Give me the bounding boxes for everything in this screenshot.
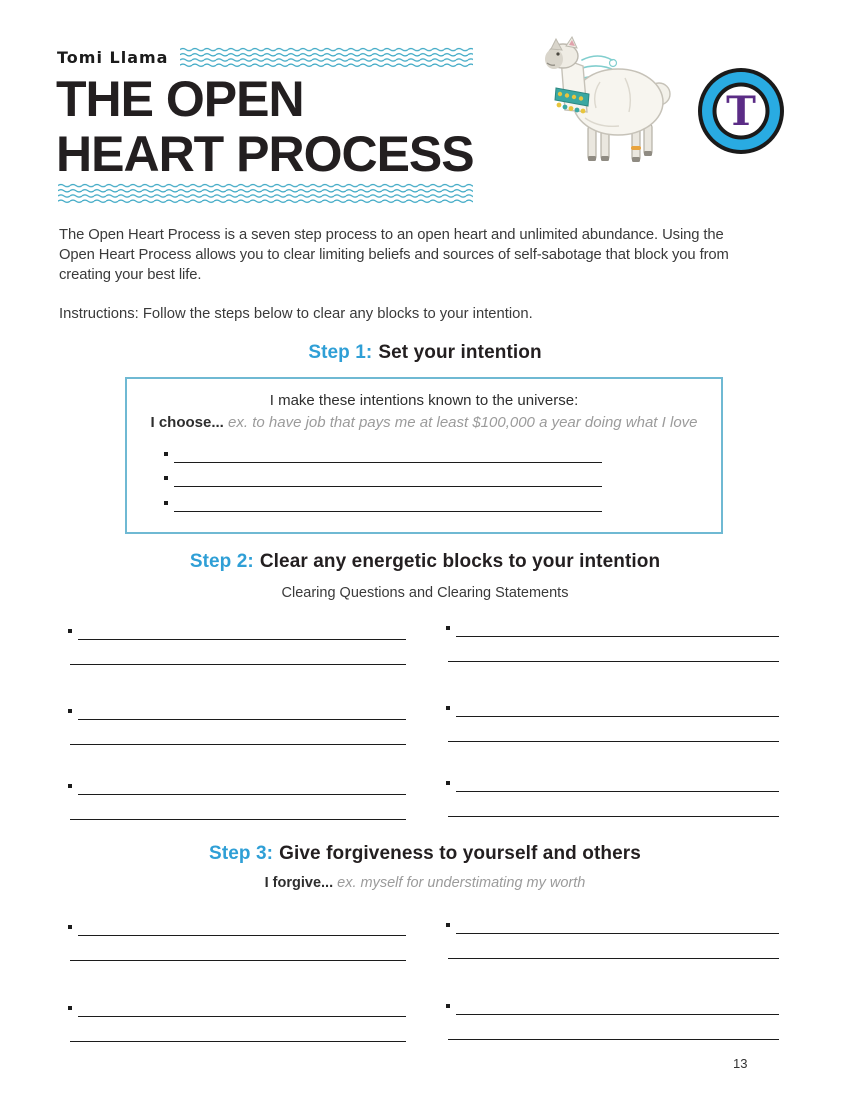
bullet-icon bbox=[164, 501, 168, 505]
intention-box-intro: I make these intentions known to the universe: bbox=[269, 392, 579, 409]
write-in-line[interactable] bbox=[70, 947, 406, 961]
write-in-line[interactable] bbox=[78, 781, 406, 795]
step3-label: Step 3: bbox=[209, 843, 274, 864]
bullet-icon bbox=[164, 476, 168, 480]
forgiveness-entry bbox=[456, 920, 779, 959]
bullet-icon bbox=[446, 626, 450, 630]
step1-title: Set your intention bbox=[378, 342, 542, 363]
step3-title: Give forgiveness to yourself and others bbox=[279, 843, 641, 864]
write-in-line[interactable] bbox=[456, 920, 779, 934]
page-title bbox=[56, 72, 474, 182]
clearing-entry bbox=[78, 781, 406, 820]
clearing-entry bbox=[78, 706, 406, 745]
bullet-icon bbox=[446, 706, 450, 710]
write-in-line[interactable] bbox=[174, 498, 602, 512]
write-in-line[interactable] bbox=[456, 623, 779, 637]
bullet-icon bbox=[164, 452, 168, 456]
step2-heading bbox=[0, 551, 850, 573]
write-in-line[interactable] bbox=[448, 648, 779, 662]
write-in-line[interactable] bbox=[70, 1028, 406, 1042]
clearing-entry bbox=[456, 778, 779, 817]
write-in-line[interactable] bbox=[70, 806, 406, 820]
instructions-text: Instructions: Follow the steps below to clear any blocks to your intention. bbox=[59, 306, 533, 322]
write-in-line[interactable] bbox=[448, 728, 779, 742]
bullet-icon bbox=[68, 629, 72, 633]
clearing-entry bbox=[456, 703, 779, 742]
step2-label: Step 2: bbox=[189, 551, 254, 572]
badge-letter: T bbox=[726, 88, 756, 135]
write-in-line[interactable] bbox=[70, 731, 406, 745]
intro-paragraph: The Open Heart Process is a seven step process to an open heart and unlimited abundance. Using the Open Heart Process allows you to clear limiting beliefs and sources of self-sabotage that block you from creating your best life. bbox=[59, 227, 729, 283]
forgive-prompt: I forgive... bbox=[264, 875, 334, 891]
write-in-line[interactable] bbox=[448, 945, 779, 959]
page-title-line1: THE OPEN bbox=[56, 71, 304, 127]
write-in-line[interactable] bbox=[78, 922, 406, 936]
llama-illustration-icon bbox=[525, 30, 675, 170]
write-in-line[interactable] bbox=[448, 803, 779, 817]
write-in-line[interactable] bbox=[174, 449, 602, 463]
page-title-line2: HEART PROCESS bbox=[56, 126, 474, 182]
bullet-icon bbox=[446, 923, 450, 927]
bullet-icon bbox=[68, 925, 72, 929]
clearing-entry bbox=[78, 626, 406, 665]
write-in-line[interactable] bbox=[456, 703, 779, 717]
step2-title: Clear any energetic blocks to your intention bbox=[259, 551, 661, 572]
bullet-icon bbox=[68, 709, 72, 713]
write-in-line[interactable] bbox=[456, 1001, 779, 1015]
forgiveness-entry bbox=[456, 1001, 779, 1040]
brand-t-badge-icon bbox=[696, 66, 786, 156]
page-number: 13 bbox=[733, 1056, 748, 1071]
bullet-icon bbox=[68, 1006, 72, 1010]
step2-subtitle: Clearing Questions and Clearing Statements bbox=[281, 585, 569, 601]
brand-header bbox=[57, 47, 473, 68]
bullet-icon bbox=[446, 781, 450, 785]
intention-example: ex. to have job that pays me at least $100,000 a year doing what I love bbox=[228, 414, 698, 431]
write-in-line[interactable] bbox=[78, 1003, 406, 1017]
step3-subtitle bbox=[0, 875, 850, 891]
write-in-line[interactable] bbox=[78, 626, 406, 640]
bullet-icon bbox=[68, 784, 72, 788]
wave-divider-icon bbox=[180, 47, 473, 68]
write-in-line[interactable] bbox=[174, 473, 602, 487]
clearing-entry bbox=[456, 623, 779, 662]
step1-label: Step 1: bbox=[308, 342, 373, 363]
wave-divider-icon bbox=[58, 183, 473, 204]
write-in-line[interactable] bbox=[456, 778, 779, 792]
write-in-line[interactable] bbox=[448, 1026, 779, 1040]
forgiveness-entry bbox=[78, 1003, 406, 1042]
intention-box bbox=[125, 377, 723, 534]
forgiveness-entry bbox=[78, 922, 406, 961]
step1-heading bbox=[0, 342, 850, 364]
bullet-icon bbox=[446, 1004, 450, 1008]
forgive-example: ex. myself for understimating my worth bbox=[337, 875, 586, 891]
intention-prompt: I choose... bbox=[150, 414, 224, 431]
brand-logo-text: Tomi Llama bbox=[57, 48, 169, 67]
write-in-line[interactable] bbox=[78, 706, 406, 720]
write-in-line[interactable] bbox=[70, 651, 406, 665]
intention-prompt-row bbox=[127, 414, 721, 431]
step3-heading bbox=[0, 843, 850, 865]
